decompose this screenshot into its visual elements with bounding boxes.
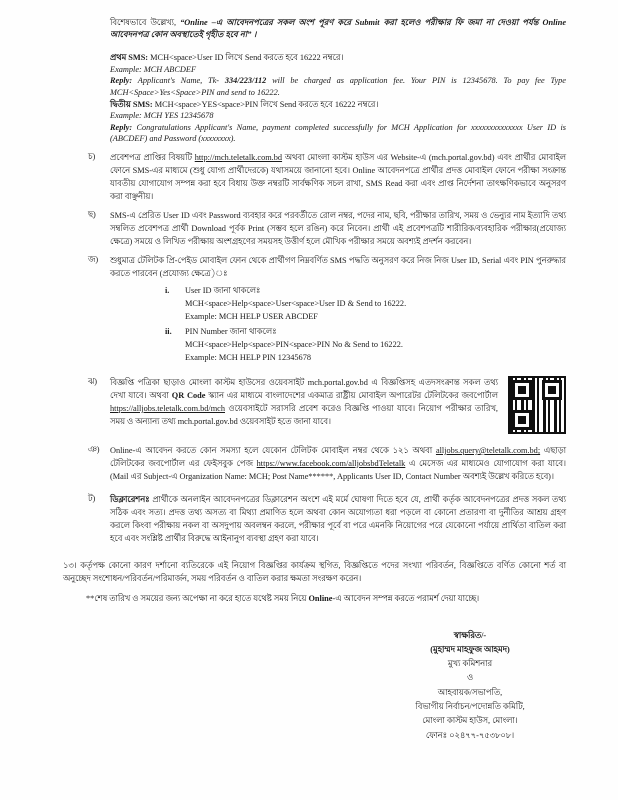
- second-sms-label: দ্বিতীয় SMS:: [110, 99, 153, 109]
- sub-items: [165, 284, 566, 364]
- sub-item-head: User ID জানা থাকলেঃ: [185, 285, 261, 295]
- item-text: বিজ্ঞপ্তি পত্রিকা ছাড়াও মোংলা কাস্টম হাউসের ওয়েবসাইট mch.portal.gov.bd এ বিজ্ঞপ্তিসহ এতদসংক্রান্ত সকল তথ্য দেখা যাবে। অথবা: [110, 377, 498, 400]
- first-reply-text: Applicant's Name, Tk-: [132, 76, 225, 86]
- reply-label: Reply:: [110, 76, 133, 86]
- item-text: শুধুমাত্র টেলিটক প্রি-পেইড মোবাইল ফোন থেকে প্রার্থীগণ নিম্নবর্ণিত SMS পদ্ধতি অনুসরণ করে নিজ নিজ User ID, Serial এবং PIN পুনরুদ্ধার করতে পারবেন (প্রযোজ্য ক্ষেত্রে)ঃ: [110, 255, 566, 278]
- intro-prefix: বিশেষভাবে উল্লেখ্য,: [110, 18, 181, 27]
- signatory-phone: ফোনঃ ০২৪৭৭-৭৫৩৮০৮।: [425, 730, 515, 740]
- item-text-block: [110, 151, 566, 203]
- item-text: অথবা মোংলা কাস্টম হাউস এর Website-এ (mch.portal.gov.bd) এবং প্রার্থীর মোবাইল ফোনে SMS-এর মাধ্যমে (শুধু যোগ্য প্রার্থীদেরকে) যথাসময়ে জানানো হবে। Online আবেদনপত্রে প্রার্থীর প্রদত্ত মোবাইল ফোনে পরীক্ষা সংক্রান্ত যাবতীয় যোগাযোগ সম্পন্ন করা হবে বিধায় উক্ত নম্বরটি সার্বক্ষণিক সচল রাখা, SMS Read করা এবং প্রাপ্ত নির্দেশনা তাৎক্ষণিকভাবে অনুসরণ করা বাঞ্ছনীয়।: [110, 152, 566, 201]
- signatory-committee: বিভাগীয় নির্বাচন/পদোন্নতি কমিটি,: [415, 702, 525, 712]
- item-marker: ঝ): [88, 376, 98, 386]
- item-text-content: [110, 376, 498, 428]
- signatory-name: (মুহাম্মদ মাহফুজ আহমদ): [430, 644, 510, 654]
- item-marker: ছ): [88, 209, 96, 219]
- item-marker: চ): [88, 151, 96, 161]
- item-text: এছাড়া টেলিটকের জবপোর্টাল এর ফেইসবুক পেজ: [110, 445, 566, 468]
- sub-item-line: MCH<space>Help<space>User<space>User ID & Send to 16222.: [185, 298, 407, 308]
- qr-code-label: QR Code: [171, 390, 206, 400]
- first-sms-label: প্রথম SMS:: [110, 53, 149, 63]
- first-reply-text-2: will be charged as application fee. Your PIN is 12345678. To pay fee Type MCH<Space>Yes<Space>PIN and send to 16222.: [110, 76, 566, 97]
- signed-label: স্বাক্ষরিত/-: [453, 630, 487, 640]
- clause-13: ১৩। কর্তৃপক্ষ কোনো কারণ দর্শানো ব্যতিরেকে এই নিয়োগ বিজ্ঞপ্তির কার্যক্রম স্থগিত, বিজ্ঞপ্তিতে পদের সংখ্যা পরিবর্তন, বিজ্ঞপ্তিতে বর্ণিত কোনো শর্ত বা অনুচ্ছেদ সংশোধন/পরিবর্তন/পরিমার্জন, সময় পরিবর্তন ও বাতিল করার ক্ষমতা সংরক্ষণ করেন।: [63, 560, 566, 583]
- declaration-label: ডিক্লারেশনঃ: [110, 494, 150, 504]
- advice-note: [86, 593, 566, 605]
- item-download-admit: [63, 209, 566, 248]
- first-sms-example: Example: MCH ABCDEF: [110, 64, 197, 74]
- item-text: এ মেসেজ এর মাধ্যমেও যোগাযোগ করা যাবে। (Mail এর Subject-এ Organization Name: MCH; Post Name******, Applicants User ID, Contact Number অবশ্যই উল্লেখ করিতে হবে)।: [110, 458, 566, 481]
- item-text: প্রবেশপত্র প্রাপ্তির বিষয়টি: [110, 152, 195, 162]
- second-reply: [110, 122, 566, 145]
- item-text-block: [110, 376, 566, 434]
- item-text: স্ক্যান এর মাধ্যমে বাংলাদেশের একমাত্র রাষ্ট্রীয় মোবাইল অপারেটর টেলিটকের জবপোর্টাল: [205, 390, 498, 400]
- second-reply-text: Congratulations Applicant's Name, payment completed successfully for MCH Application for xxxxxxxxxxxxxx User ID is (ABCDEF) and Password (xxxxxxxx).: [110, 122, 566, 144]
- sub-item-line: MCH<space>Help<space>PIN<space>PIN No & Send to 16222.: [185, 339, 403, 349]
- qr-code-image[interactable]: [508, 376, 566, 434]
- sub-item-content: [185, 325, 566, 364]
- item-text: Online-এ আবেদন করতে কোন সমস্যা হলে যেকোন টেলিটক মোবাইল নম্বর থেকে ১২১ অথবা: [110, 445, 436, 455]
- sub-item-head: PIN Number জানা থাকলেঃ: [185, 326, 277, 336]
- item-text: SMS-এ প্রেরিত User ID এবং Password ব্যবহার করে পরবর্তীতে রোল নম্বর, পদের নাম, ছবি, পরীক্ষার তারিখ, সময় ও ভেন্যুর নাম ইত্যাদি তথ্য সম্বলিত প্রবেশপত্র প্রার্থী Download পূর্বক Print (সম্ভব হলে রঙিন) করে নিবেন। প্রার্থী এই প্রবেশপত্রটি শারীরিক/ব্যবহারিক পরীক্ষার(প্রযোজ্য ক্ষেত্রে) সময়ে ও লিখিত পরীক্ষায় অংশগ্রহণের সময়সহ উত্তীর্ণ হলে মৌখিক পরীক্ষার সময়ে অবশ্যই প্রদর্শন করবেন।: [110, 210, 566, 246]
- sub-item-example: Example: MCH HELP USER ABCDEF: [185, 311, 318, 321]
- item-support: [63, 444, 566, 483]
- sub-item-pin: [165, 325, 566, 364]
- item-marker: ট): [88, 493, 96, 503]
- first-reply: [110, 75, 566, 98]
- intro-note: [110, 17, 566, 40]
- sub-item-example: Example: MCH HELP PIN 12345678: [185, 352, 311, 362]
- item-declaration: [63, 493, 566, 545]
- item-text: প্রার্থীকে অনলাইন আবেদনপত্রের ডিক্লারেশন অংশে এই মর্মে ঘোষণা দিতে হবে যে, প্রার্থী কর্তৃক আবেদনপত্রের প্রদত্ত সকল তথ্য সঠিক এবং সত্য। প্রদত্ত তথ্য অসত্য বা মিথ্যা প্রমাণিত হলে অথবা কোন অযোগ্যতা ধরা পড়লে বা কোনো প্রতারণা বা দুর্নীতির আশ্রয় গ্রহণ করলে কিংবা পরীক্ষায় নকল বা অসদুপায় অবলম্বন করলে, পরীক্ষার পূর্বে বা পরে এমনকি নিয়োগের পরে যেকোনো পর্যায়ে প্রার্থিতা বাতিল করা হবে এবং সংশ্লিষ্ট প্রার্থীর বিরুদ্ধে আইনানুগ ব্যবস্থা গ্রহণ করা যাবে।: [110, 494, 566, 543]
- second-sms-text: MCH<space>YES<space>PIN লিখে Send করতে হবে 16222 নম্বরে।: [152, 99, 379, 109]
- item-recovery: [63, 254, 566, 366]
- item-marker: ঞ): [88, 444, 100, 454]
- first-sms-text: MCH<space>User ID লিখে Send করতে হবে 16222 নম্বরে।: [148, 53, 344, 63]
- sub-item-content: [185, 284, 566, 323]
- sub-item-number: i.: [165, 285, 170, 295]
- signatory-title: মুখ্য কমিশনার: [447, 659, 493, 669]
- signatory-and: ও: [466, 673, 474, 683]
- sms-instructions: [110, 52, 566, 145]
- teletalk-link[interactable]: http://mch.teletalk.com.bd: [194, 152, 283, 162]
- reply-label: Reply:: [110, 122, 133, 132]
- item-website-qr: [63, 376, 566, 434]
- sub-item-number: ii.: [165, 326, 172, 336]
- intro-quote: “Online –এ আবেদনপত্রের সকল অংশ পূরণ করে Submit করা হলেও পরীক্ষার ফি জমা না দেওয়া পর্যন্ত Online আবেদনপত্র কোন অবস্থাতেই গৃহীত হবে না” ।: [110, 18, 567, 39]
- item-text-block: [110, 254, 566, 366]
- note-text: -এ আবেদন সম্পন্ন করতে পরামর্শ দেয়া যাচ্ছে।: [332, 593, 480, 603]
- second-sms-example: Example: MCH YES 12345678: [110, 111, 214, 121]
- note-online: Online: [308, 593, 333, 603]
- signatory-role: আহবায়ক/সভাপতি,: [437, 687, 503, 697]
- alljobs-link[interactable]: https://alljobs.teletalk.com.bd/mch: [110, 403, 225, 413]
- first-sms: [110, 52, 566, 64]
- item-marker: জ): [88, 254, 99, 264]
- item-text-block: [110, 444, 566, 483]
- item-text-block: [110, 493, 566, 545]
- signature-block: [380, 629, 560, 743]
- second-sms: [110, 99, 566, 111]
- note-text: **শেষ তারিখ ও সময়ের জন্য অপেক্ষা না করে হাতে যথেষ্ট সময় নিয়ে: [86, 593, 309, 603]
- support-email-link[interactable]: alljobs.query@teletalk.com.bd;: [435, 445, 541, 455]
- facebook-link[interactable]: https://www.facebook.com/alljobsbdTeletalk: [256, 458, 406, 468]
- item-admit-card: [63, 151, 566, 203]
- sub-item-user-id: [165, 284, 566, 323]
- signatory-office: মোংলা কাস্টম হাউস, মোংলা।: [422, 716, 518, 726]
- fee-amount: 334/223/112: [224, 76, 267, 86]
- item-text: ওয়েবসাইটে সরাসরি প্রবেশ করেও বিজ্ঞপ্তি পাওয়া যাবে। নিয়োগ পরীক্ষার তারিখ, সময় ও অন্যান্য তথ্য mch.portal.gov.bd ওয়েবসাইট হতে জানা যাবে।: [110, 403, 498, 426]
